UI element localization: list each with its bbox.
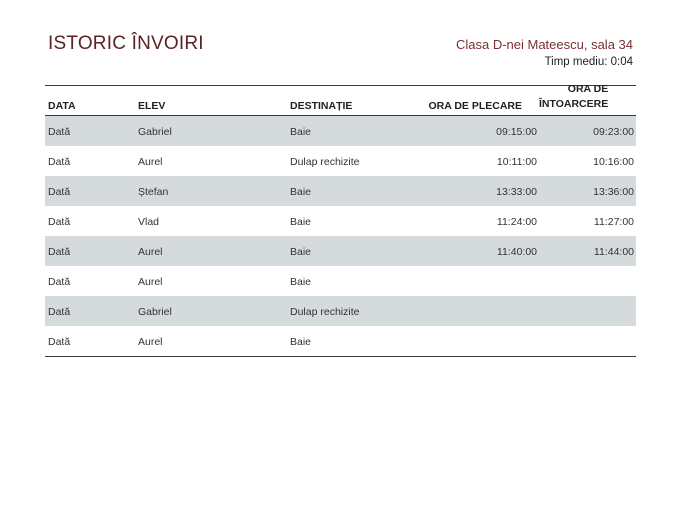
column-header-destination[interactable]: DESTINAȚIE	[290, 100, 353, 112]
student-cell[interactable]: Aurel	[138, 336, 163, 348]
time-back-cell[interactable]: 09:23:00	[593, 126, 634, 138]
column-header-time-back-line2: ÎNTOARCERE	[539, 98, 609, 110]
column-header-time-back-line1: ORA DE	[567, 83, 609, 95]
destination-cell[interactable]: Dulap rechizite	[290, 306, 360, 318]
date-cell[interactable]: Dată	[48, 186, 71, 198]
column-header-date[interactable]: DATA	[48, 100, 76, 112]
destination-cell[interactable]: Baie	[290, 216, 312, 228]
date-cell[interactable]: Dată	[48, 246, 71, 258]
date-cell[interactable]: Dată	[48, 306, 71, 318]
date-cell[interactable]: Dată	[48, 276, 71, 288]
student-cell[interactable]: Gabriel	[138, 126, 172, 138]
time-back-cell[interactable]: 13:36:00	[593, 186, 634, 198]
page-title: ISTORIC ÎNVOIRI	[48, 33, 204, 54]
table-body	[45, 116, 636, 357]
table-row[interactable]	[45, 176, 636, 206]
time-out-cell[interactable]: 10:11:00	[496, 156, 537, 168]
student-cell[interactable]: Aurel	[138, 276, 163, 288]
time-out-cell[interactable]: 11:40:00	[496, 246, 537, 258]
column-header-student[interactable]: ELEV	[138, 100, 166, 112]
pass-log-table	[45, 85, 636, 357]
table-header-row	[45, 83, 636, 116]
date-cell[interactable]: Dată	[48, 126, 71, 138]
date-cell[interactable]: Dată	[48, 156, 71, 168]
destination-cell[interactable]: Baie	[290, 186, 312, 198]
time-back-cell[interactable]: 11:27:00	[593, 216, 634, 228]
average-time: Timp mediu: 0:04	[544, 56, 633, 68]
table-row[interactable]	[45, 296, 636, 326]
student-cell[interactable]: Vlad	[138, 216, 160, 228]
destination-cell[interactable]: Baie	[290, 126, 312, 138]
table-row[interactable]	[45, 146, 636, 176]
student-cell[interactable]: Aurel	[138, 246, 163, 258]
table-row[interactable]	[45, 206, 636, 236]
student-cell[interactable]: Aurel	[138, 156, 163, 168]
student-cell[interactable]: Ștefan	[138, 186, 169, 198]
time-out-cell[interactable]: 11:24:00	[496, 216, 537, 228]
time-out-cell[interactable]: 09:15:00	[496, 126, 537, 138]
destination-cell[interactable]: Baie	[290, 246, 312, 258]
date-cell[interactable]: Dată	[48, 336, 71, 348]
destination-cell[interactable]: Dulap rechizite	[290, 156, 360, 168]
table-row[interactable]	[45, 326, 636, 357]
table-row[interactable]	[45, 266, 636, 296]
table-row[interactable]	[45, 236, 636, 266]
destination-cell[interactable]: Baie	[290, 336, 312, 348]
time-back-cell[interactable]: 11:44:00	[593, 246, 634, 258]
time-back-cell[interactable]: 10:16:00	[593, 156, 634, 168]
table-row[interactable]	[45, 116, 636, 146]
class-name: Clasa D-nei Mateescu, sala 34	[455, 37, 633, 52]
student-cell[interactable]: Gabriel	[138, 306, 172, 318]
column-header-time-back[interactable]	[539, 82, 608, 112]
date-cell[interactable]: Dată	[48, 216, 71, 228]
column-header-time-out[interactable]: ORA DE PLECARE	[428, 100, 522, 112]
time-out-cell[interactable]: 13:33:00	[496, 186, 537, 198]
destination-cell[interactable]: Baie	[290, 276, 312, 288]
